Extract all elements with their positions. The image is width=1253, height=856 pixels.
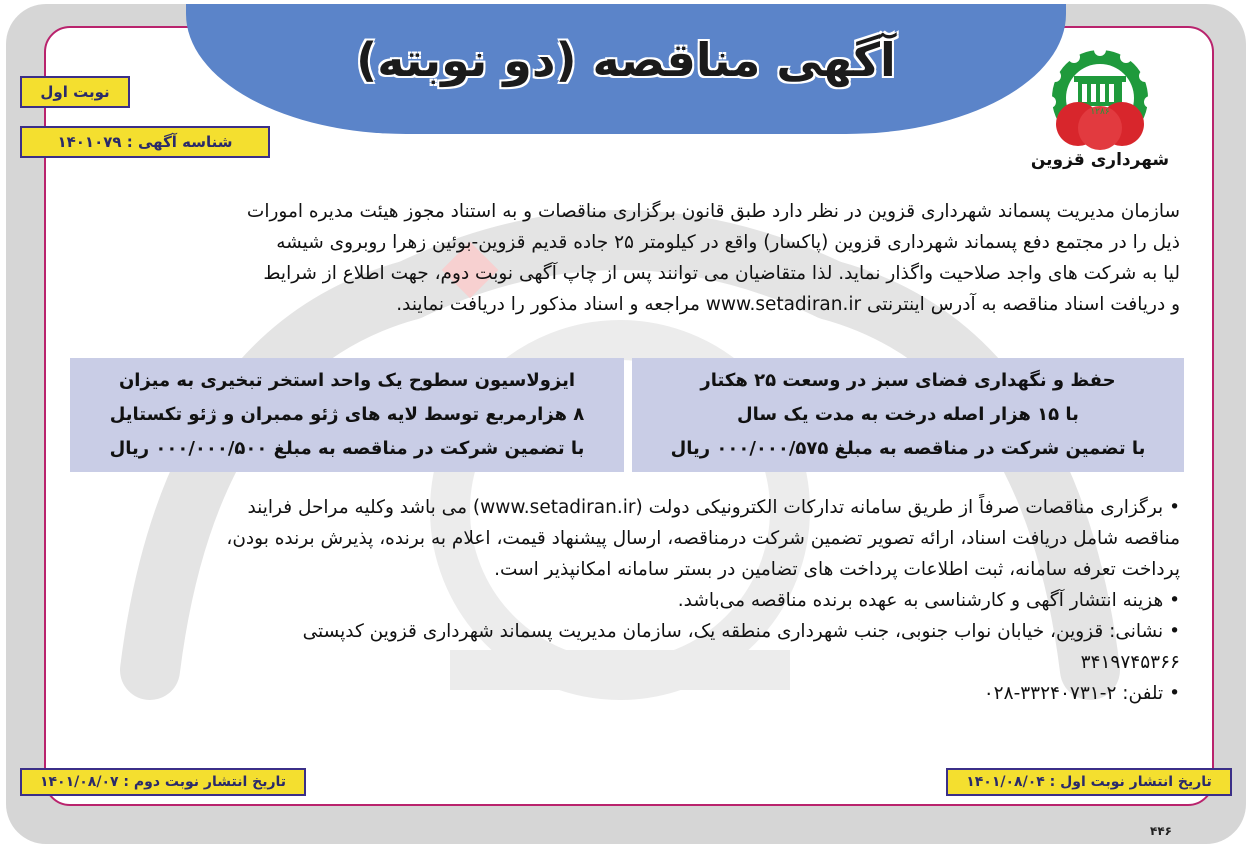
list-item — [70, 678, 1180, 709]
tender-line: با تضمین شرکت در مناقصه به مبلغ ۰۰۰/۰۰۰/۵۰۰ ریال — [109, 438, 585, 459]
tender-line: با ۱۵ هزار اصله درخت به مدت یک سال — [737, 404, 1079, 425]
tender-line: با تضمین شرکت در مناقصه به مبلغ ۰۰۰/۰۰۰/۵۷۵ ریال — [670, 438, 1146, 459]
tender-line: ۸ هزارمربع توسط لایه های ژئو ممبران و ژئو تکستایل — [109, 404, 585, 425]
ad-id-label: شناسه آگهی : ۱۴۰۱۰۷۹ — [20, 126, 270, 158]
intro-line: ذیل را در مجتمع دفع پسماند شهرداری قزوین (پاکسار) واقع در کیلومتر ۲۵ جاده قدیم قزوین-بوئین زهرا روبروی شیشه — [276, 232, 1180, 253]
conditions-list — [70, 492, 1180, 709]
page-number: ۴۴۶ — [1150, 824, 1172, 838]
list-item-line: مناقصه شامل دریافت اسناد، ارائه تصویر تضمین شرکت درمناقصه، ارسال پیشنهاد قیمت، اعلام به برنده، پذیرش برنده بودن، — [226, 528, 1180, 549]
logo-caption: شهرداری قزوین — [1030, 150, 1170, 170]
first-publish-date-label: تاریخ انتشار نوبت اول : ۱۴۰۱/۰۸/۰۴ — [946, 768, 1232, 796]
tender-line: حفظ و نگهداری فضای سبز در وسعت ۲۵ هکتار — [700, 370, 1116, 391]
title-banner — [186, 4, 1066, 134]
logo-year: ۱۲۸۶ — [1090, 107, 1110, 117]
intro-paragraph — [70, 196, 1180, 320]
intro-line: و دریافت اسناد مناقصه به آدرس اینترنتی www.setadiran.ir مراجعه و اسناد مذکور را دریافت نمایند. — [396, 294, 1180, 315]
list-item-line: • هزینه انتشار آگهی و کارشناسی به عهده برنده مناقصه می‌باشد. — [677, 590, 1180, 611]
list-item-line: ۳۴۱۹۷۴۵۳۶۶ — [1080, 652, 1180, 673]
page-title: آگهی مناقصه (دو نوبته) — [356, 33, 896, 87]
tender-box-green-space — [632, 358, 1184, 472]
list-item-line: • نشانی: قزوین، خیابان نواب جنوبی، جنب شهرداری منطقه یک، سازمان مدیریت پسماند شهرداری قزوین کدپستی — [302, 621, 1180, 642]
second-publish-date-label: تاریخ انتشار نوبت دوم : ۱۴۰۱/۰۸/۰۷ — [20, 768, 306, 796]
tender-box-isolation — [70, 358, 624, 472]
list-item — [70, 492, 1180, 585]
tender-line: ایزولاسیون سطوح یک واحد استخر تبخیری به میزان — [118, 370, 576, 391]
intro-line: سازمان مدیریت پسماند شهرداری قزوین در نظر دارد طبق قانون برگزاری مناقصات و به استناد مجوز هیئت مدیره امورات — [246, 201, 1180, 222]
round-label: نوبت اول — [20, 76, 130, 108]
list-item — [70, 585, 1180, 616]
list-item-line: • برگزاری مناقصات صرفاً از طریق سامانه تدارکات الکترونیکی دولت (www.setadiran.ir) می باشد وکلیه مراحل فرایند — [247, 497, 1180, 518]
list-item-line: • تلفن: ۲-۳۳۲۴۰۷۳۱-۰۲۸ — [983, 683, 1180, 704]
list-item — [70, 616, 1180, 678]
intro-line: لیا به شرکت های واجد صلاحیت واگذار نماید. لذا متقاضیان می توانند پس از چاپ آگهی نوبت دوم، جهت اطلاع از شرایط — [263, 263, 1180, 284]
list-item-line: پرداخت تعرفه سامانه، ثبت اطلاعات پرداخت های تضامین در بستر سامانه امکانپذیر است. — [494, 559, 1180, 580]
